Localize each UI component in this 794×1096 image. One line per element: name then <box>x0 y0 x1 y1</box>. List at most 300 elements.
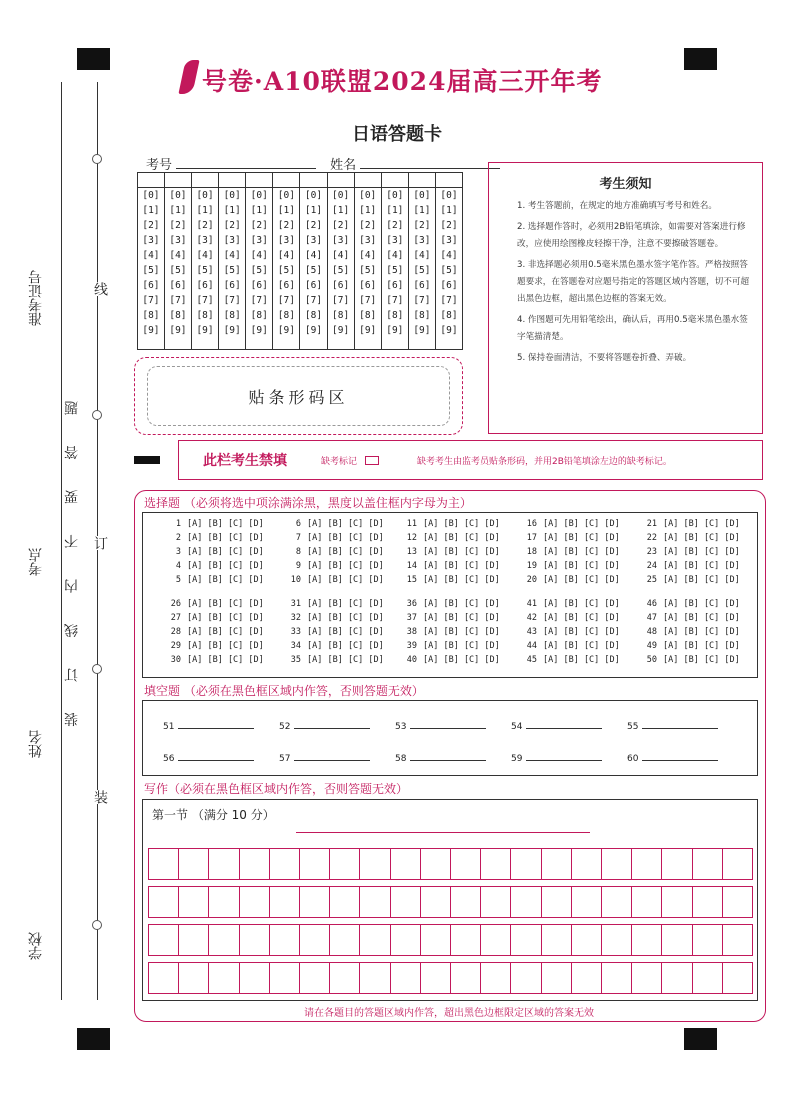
writing-grid-cell[interactable] <box>208 849 238 879</box>
choice-question[interactable] <box>283 641 384 651</box>
digit-bubble[interactable]: [3] <box>440 235 458 246</box>
digit-bubble[interactable]: [6] <box>250 280 268 291</box>
choice-question[interactable] <box>519 627 620 637</box>
digit-bubble[interactable]: [2] <box>413 220 431 231</box>
fill-answer-line[interactable] <box>526 719 602 729</box>
choice-question[interactable] <box>283 547 384 557</box>
choice-options[interactable]: [A] [B] [C] [D] <box>307 547 384 557</box>
digit-bubble[interactable]: [7] <box>413 295 431 306</box>
choice-options[interactable]: [A] [B] [C] [D] <box>663 641 740 651</box>
writing-grid-cell[interactable] <box>631 963 661 993</box>
writing-grid-cell[interactable] <box>571 849 601 879</box>
writing-grid-cell[interactable] <box>631 887 661 917</box>
writing-grid-cell[interactable] <box>269 963 299 993</box>
choice-question[interactable] <box>283 627 384 637</box>
choice-question[interactable] <box>283 655 384 665</box>
choice-question[interactable] <box>399 655 500 665</box>
digit-bubble[interactable]: [2] <box>359 220 377 231</box>
digit-bubble[interactable]: [5] <box>223 265 241 276</box>
choice-question[interactable] <box>519 575 620 585</box>
digit-bubble[interactable]: [4] <box>413 250 431 261</box>
digit-write-cell[interactable] <box>138 173 164 188</box>
choice-options[interactable]: [A] [B] [C] [D] <box>307 655 384 665</box>
digit-bubble[interactable]: [3] <box>386 235 404 246</box>
digit-bubble[interactable]: [2] <box>277 220 295 231</box>
choice-question[interactable] <box>639 519 740 529</box>
digit-bubble[interactable]: [1] <box>332 205 350 216</box>
writing-grid-cell[interactable] <box>208 925 238 955</box>
choice-question[interactable] <box>163 655 264 665</box>
digit-bubble[interactable]: [4] <box>386 250 404 261</box>
writing-grid-cell[interactable] <box>420 925 450 955</box>
writing-grid-cell[interactable] <box>239 963 269 993</box>
writing-grid-cell[interactable] <box>480 849 510 879</box>
writing-grid-cell[interactable] <box>692 849 722 879</box>
digit-bubble[interactable]: [4] <box>277 250 295 261</box>
choice-options[interactable]: [A] [B] [C] [D] <box>663 613 740 623</box>
digit-bubble[interactable]: [4] <box>142 250 160 261</box>
digit-bubble[interactable]: [2] <box>332 220 350 231</box>
choice-options[interactable]: [A] [B] [C] [D] <box>307 641 384 651</box>
digit-bubble[interactable]: [8] <box>332 310 350 321</box>
choice-options[interactable]: [A] [B] [C] [D] <box>307 575 384 585</box>
digit-bubble[interactable]: [7] <box>250 295 268 306</box>
writing-grid-cell[interactable] <box>510 925 540 955</box>
digit-bubble[interactable]: [5] <box>359 265 377 276</box>
writing-grid-cell[interactable] <box>239 849 269 879</box>
digit-write-cell[interactable] <box>381 173 408 188</box>
writing-grid-cell[interactable] <box>149 925 178 955</box>
choice-options[interactable]: [A] [B] [C] [D] <box>543 613 620 623</box>
writing-grid-cell[interactable] <box>571 887 601 917</box>
writing-grid-cell[interactable] <box>359 925 389 955</box>
choice-options[interactable]: [A] [B] [C] [D] <box>543 599 620 609</box>
choice-question[interactable] <box>163 547 264 557</box>
digit-bubble[interactable]: [1] <box>359 205 377 216</box>
fill-answer-line[interactable] <box>178 751 254 761</box>
writing-grid-cell[interactable] <box>420 849 450 879</box>
digit-bubble[interactable]: [5] <box>142 265 160 276</box>
digit-bubble[interactable]: [9] <box>250 325 268 336</box>
digit-bubble[interactable]: [8] <box>196 310 214 321</box>
choice-question[interactable] <box>519 599 620 609</box>
digit-bubble[interactable]: [7] <box>142 295 160 306</box>
choice-options[interactable]: [A] [B] [C] [D] <box>307 561 384 571</box>
writing-grid-cell[interactable] <box>359 963 389 993</box>
digit-bubble[interactable]: [6] <box>413 280 431 291</box>
choice-question[interactable] <box>163 613 264 623</box>
digit-bubble[interactable]: [0] <box>277 190 295 201</box>
digit-bubble[interactable]: [3] <box>196 235 214 246</box>
digit-bubble[interactable]: [5] <box>277 265 295 276</box>
fill-question[interactable] <box>395 719 486 732</box>
fill-answer-line[interactable] <box>178 719 254 729</box>
writing-grid-cell[interactable] <box>208 887 238 917</box>
digit-bubble[interactable]: [9] <box>440 325 458 336</box>
writing-grid-cell[interactable] <box>661 849 691 879</box>
writing-grid-cell[interactable] <box>480 887 510 917</box>
choice-question[interactable] <box>399 533 500 543</box>
digit-bubble[interactable]: [4] <box>250 250 268 261</box>
digit-bubble[interactable]: [8] <box>250 310 268 321</box>
writing-grid-cell[interactable] <box>450 963 480 993</box>
choice-options[interactable]: [A] [B] [C] [D] <box>423 599 500 609</box>
choice-question[interactable] <box>283 533 384 543</box>
writing-grid-cell[interactable] <box>178 887 208 917</box>
choice-options[interactable]: [A] [B] [C] [D] <box>663 655 740 665</box>
digit-bubble[interactable]: [8] <box>169 310 187 321</box>
choice-question[interactable] <box>163 575 264 585</box>
choice-options[interactable]: [A] [B] [C] [D] <box>307 627 384 637</box>
choice-question[interactable] <box>283 561 384 571</box>
digit-bubble[interactable]: [5] <box>304 265 323 276</box>
choice-options[interactable]: [A] [B] [C] [D] <box>307 519 384 529</box>
choice-options[interactable]: [A] [B] [C] [D] <box>543 519 620 529</box>
digit-bubble[interactable]: [3] <box>250 235 268 246</box>
choice-options[interactable]: [A] [B] [C] [D] <box>423 547 500 557</box>
fill-question[interactable] <box>163 751 254 764</box>
digit-bubble[interactable]: [3] <box>277 235 295 246</box>
digit-bubble[interactable]: [3] <box>169 235 187 246</box>
choice-question[interactable] <box>639 561 740 571</box>
writing-grid-cell[interactable] <box>239 925 269 955</box>
choice-options[interactable]: [A] [B] [C] [D] <box>663 599 740 609</box>
writing-grid-cell[interactable] <box>359 887 389 917</box>
choice-options[interactable]: [A] [B] [C] [D] <box>543 655 620 665</box>
writing-grid-cell[interactable] <box>178 925 208 955</box>
choice-options[interactable]: [A] [B] [C] [D] <box>187 627 264 637</box>
fill-question[interactable] <box>511 719 602 732</box>
digit-bubble[interactable]: [1] <box>223 205 241 216</box>
digit-bubble[interactable]: [5] <box>413 265 431 276</box>
writing-grid-cell[interactable] <box>541 849 571 879</box>
digit-write-cell[interactable] <box>327 173 354 188</box>
choice-options[interactable]: [A] [B] [C] [D] <box>187 519 264 529</box>
digit-bubble[interactable]: [3] <box>359 235 377 246</box>
writing-grid-cell[interactable] <box>329 925 359 955</box>
digit-write-cell[interactable] <box>273 173 300 188</box>
digit-bubble[interactable]: [2] <box>250 220 268 231</box>
writing-grid-cell[interactable] <box>631 925 661 955</box>
digit-bubble[interactable]: [7] <box>386 295 404 306</box>
writing-grid-cell[interactable] <box>299 887 329 917</box>
writing-grid-cell[interactable] <box>480 925 510 955</box>
digit-write-cell[interactable] <box>219 173 246 188</box>
digit-bubble[interactable]: [6] <box>304 280 323 291</box>
digit-bubble[interactable]: [1] <box>277 205 295 216</box>
digit-bubble[interactable]: [6] <box>223 280 241 291</box>
fill-question[interactable] <box>163 719 254 732</box>
writing-grid-cell[interactable] <box>359 849 389 879</box>
digit-bubble[interactable]: [0] <box>169 190 187 201</box>
choice-options[interactable]: [A] [B] [C] [D] <box>307 613 384 623</box>
digit-bubble[interactable]: [3] <box>304 235 323 246</box>
writing-grid-cell[interactable] <box>239 887 269 917</box>
writing-grid-cell[interactable] <box>269 849 299 879</box>
fill-answer-line[interactable] <box>294 751 370 761</box>
writing-grid-cell[interactable] <box>601 849 631 879</box>
choice-options[interactable]: [A] [B] [C] [D] <box>187 547 264 557</box>
digit-bubble[interactable]: [4] <box>304 250 323 261</box>
writing-grid-cell[interactable] <box>510 963 540 993</box>
digit-bubble[interactable]: [4] <box>169 250 187 261</box>
writing-grid-cell[interactable] <box>390 963 420 993</box>
choice-options[interactable]: [A] [B] [C] [D] <box>307 533 384 543</box>
digit-bubble[interactable]: [9] <box>223 325 241 336</box>
writing-grid-cell[interactable] <box>450 887 480 917</box>
writing-grid-cell[interactable] <box>722 887 752 917</box>
digit-bubble[interactable]: [6] <box>386 280 404 291</box>
choice-question[interactable] <box>519 655 620 665</box>
writing-grid-cell[interactable] <box>722 963 752 993</box>
digit-bubble[interactable]: [6] <box>277 280 295 291</box>
writing-grid-cell[interactable] <box>269 887 299 917</box>
digit-bubble[interactable]: [5] <box>196 265 214 276</box>
digit-bubble[interactable]: [8] <box>359 310 377 321</box>
writing-grid-cell[interactable] <box>631 849 661 879</box>
writing-grid-cell[interactable] <box>692 963 722 993</box>
choice-options[interactable]: [A] [B] [C] [D] <box>423 561 500 571</box>
choice-question[interactable] <box>399 627 500 637</box>
choice-question[interactable] <box>639 613 740 623</box>
digit-bubble[interactable]: [2] <box>386 220 404 231</box>
writing-grid-cell[interactable] <box>299 963 329 993</box>
writing-grid-cell[interactable] <box>480 963 510 993</box>
digit-bubble[interactable]: [9] <box>196 325 214 336</box>
choice-question[interactable] <box>519 613 620 623</box>
writing-grid-cell[interactable] <box>571 963 601 993</box>
exam-number-field[interactable] <box>176 156 316 169</box>
digit-write-cell[interactable] <box>164 173 191 188</box>
digit-bubble[interactable]: [1] <box>169 205 187 216</box>
fill-question[interactable] <box>279 719 370 732</box>
choice-question[interactable] <box>163 533 264 543</box>
digit-bubble[interactable]: [7] <box>277 295 295 306</box>
digit-bubble[interactable]: [8] <box>440 310 458 321</box>
choice-question[interactable] <box>399 613 500 623</box>
digit-bubble[interactable]: [1] <box>142 205 160 216</box>
choice-options[interactable]: [A] [B] [C] [D] <box>663 547 740 557</box>
writing-grid-cell[interactable] <box>329 849 359 879</box>
digit-bubble[interactable]: [3] <box>223 235 241 246</box>
digit-bubble[interactable]: [0] <box>440 190 458 201</box>
digit-bubble[interactable]: [6] <box>332 280 350 291</box>
fill-question[interactable] <box>395 751 486 764</box>
fill-answer-line[interactable] <box>410 719 486 729</box>
digit-bubble[interactable]: [8] <box>413 310 431 321</box>
choice-question[interactable] <box>399 547 500 557</box>
writing-grid-cell[interactable] <box>661 963 691 993</box>
choice-options[interactable]: [A] [B] [C] [D] <box>543 547 620 557</box>
choice-question[interactable] <box>163 641 264 651</box>
digit-bubble[interactable]: [0] <box>223 190 241 201</box>
digit-bubble[interactable]: [6] <box>359 280 377 291</box>
writing-grid-cell[interactable] <box>692 887 722 917</box>
digit-bubble[interactable]: [6] <box>169 280 187 291</box>
choice-question[interactable] <box>283 599 384 609</box>
choice-options[interactable]: [A] [B] [C] [D] <box>423 627 500 637</box>
digit-bubble[interactable]: [1] <box>440 205 458 216</box>
digit-bubble[interactable]: [9] <box>413 325 431 336</box>
choice-options[interactable]: [A] [B] [C] [D] <box>663 519 740 529</box>
choice-options[interactable]: [A] [B] [C] [D] <box>187 533 264 543</box>
choice-options[interactable]: [A] [B] [C] [D] <box>423 613 500 623</box>
writing-grid-cell[interactable] <box>722 849 752 879</box>
digit-write-cell[interactable] <box>354 173 381 188</box>
fill-question[interactable] <box>511 751 602 764</box>
digit-bubble[interactable]: [0] <box>332 190 350 201</box>
writing-grid-cell[interactable] <box>661 925 691 955</box>
fill-question[interactable] <box>279 751 370 764</box>
digit-write-cell[interactable] <box>435 173 462 188</box>
choice-options[interactable]: [A] [B] [C] [D] <box>423 575 500 585</box>
writing-grid-cell[interactable] <box>149 963 178 993</box>
writing-grid-cell[interactable] <box>390 925 420 955</box>
choice-question[interactable] <box>283 519 384 529</box>
fill-answer-line[interactable] <box>642 751 718 761</box>
digit-bubble[interactable]: [7] <box>440 295 458 306</box>
choice-question[interactable] <box>639 533 740 543</box>
digit-bubble[interactable]: [7] <box>223 295 241 306</box>
choice-question[interactable] <box>283 613 384 623</box>
digit-bubble[interactable]: [4] <box>223 250 241 261</box>
digit-bubble[interactable]: [6] <box>440 280 458 291</box>
digit-bubble[interactable]: [6] <box>196 280 214 291</box>
choice-options[interactable]: [A] [B] [C] [D] <box>423 641 500 651</box>
digit-bubble[interactable]: [0] <box>196 190 214 201</box>
writing-grid-cell[interactable] <box>692 925 722 955</box>
choice-options[interactable]: [A] [B] [C] [D] <box>543 561 620 571</box>
choice-question[interactable] <box>163 561 264 571</box>
name-field[interactable] <box>360 156 500 169</box>
choice-question[interactable] <box>639 575 740 585</box>
writing-grid-cell[interactable] <box>601 887 631 917</box>
digit-bubble[interactable]: [3] <box>413 235 431 246</box>
writing-grid-cell[interactable] <box>510 849 540 879</box>
choice-options[interactable]: [A] [B] [C] [D] <box>187 561 264 571</box>
digit-write-cell[interactable] <box>191 173 218 188</box>
writing-grid-cell[interactable] <box>178 849 208 879</box>
digit-bubble[interactable]: [6] <box>142 280 160 291</box>
digit-bubble[interactable]: [1] <box>304 205 323 216</box>
digit-bubble[interactable]: [0] <box>304 190 323 201</box>
digit-bubble[interactable]: [0] <box>142 190 160 201</box>
digit-bubble[interactable]: [0] <box>413 190 431 201</box>
digit-bubble[interactable]: [8] <box>223 310 241 321</box>
digit-write-cell[interactable] <box>300 173 327 188</box>
fill-answer-line[interactable] <box>410 751 486 761</box>
digit-bubble[interactable]: [2] <box>196 220 214 231</box>
digit-bubble[interactable]: [5] <box>332 265 350 276</box>
digit-bubble[interactable]: [4] <box>332 250 350 261</box>
digit-bubble[interactable]: [0] <box>250 190 268 201</box>
digit-bubble[interactable]: [2] <box>142 220 160 231</box>
digit-bubble[interactable]: [7] <box>359 295 377 306</box>
digit-bubble[interactable]: [5] <box>250 265 268 276</box>
digit-bubble[interactable]: [7] <box>332 295 350 306</box>
digit-bubble[interactable]: [2] <box>304 220 323 231</box>
writing-grid-cell[interactable] <box>269 925 299 955</box>
absent-mark-box[interactable] <box>365 456 379 465</box>
digit-bubble[interactable]: [1] <box>413 205 431 216</box>
choice-question[interactable] <box>519 547 620 557</box>
choice-options[interactable]: [A] [B] [C] [D] <box>187 575 264 585</box>
writing-grid-cell[interactable] <box>208 963 238 993</box>
choice-question[interactable] <box>283 575 384 585</box>
choice-options[interactable]: [A] [B] [C] [D] <box>543 627 620 637</box>
writing-grid-cell[interactable] <box>299 849 329 879</box>
choice-question[interactable] <box>519 519 620 529</box>
fill-question[interactable] <box>627 719 718 732</box>
choice-options[interactable]: [A] [B] [C] [D] <box>663 575 740 585</box>
writing-grid-cell[interactable] <box>149 887 178 917</box>
choice-question[interactable] <box>639 547 740 557</box>
choice-options[interactable]: [A] [B] [C] [D] <box>423 533 500 543</box>
choice-options[interactable]: [A] [B] [C] [D] <box>187 599 264 609</box>
digit-bubble[interactable]: [4] <box>359 250 377 261</box>
digit-bubble[interactable]: [1] <box>196 205 214 216</box>
writing-grid-cell[interactable] <box>149 849 178 879</box>
choice-options[interactable]: [A] [B] [C] [D] <box>423 519 500 529</box>
writing-grid-cell[interactable] <box>510 887 540 917</box>
digit-bubble[interactable]: [8] <box>304 310 323 321</box>
choice-options[interactable]: [A] [B] [C] [D] <box>663 533 740 543</box>
choice-question[interactable] <box>639 641 740 651</box>
digit-write-cell[interactable] <box>408 173 435 188</box>
choice-options[interactable]: [A] [B] [C] [D] <box>663 561 740 571</box>
fill-question[interactable] <box>627 751 718 764</box>
choice-question[interactable] <box>639 627 740 637</box>
digit-bubble[interactable]: [1] <box>250 205 268 216</box>
digit-bubble[interactable]: [8] <box>386 310 404 321</box>
writing-grid-cell[interactable] <box>329 887 359 917</box>
choice-question[interactable] <box>163 627 264 637</box>
fill-answer-line[interactable] <box>294 719 370 729</box>
choice-question[interactable] <box>519 641 620 651</box>
digit-bubble[interactable]: [5] <box>169 265 187 276</box>
writing-grid-cell[interactable] <box>420 887 450 917</box>
choice-options[interactable]: [A] [B] [C] [D] <box>423 655 500 665</box>
writing-grid-cell[interactable] <box>601 963 631 993</box>
digit-bubble[interactable]: [2] <box>440 220 458 231</box>
digit-bubble[interactable]: [5] <box>440 265 458 276</box>
writing-grid-cell[interactable] <box>601 925 631 955</box>
choice-question[interactable] <box>639 655 740 665</box>
digit-bubble[interactable]: [9] <box>359 325 377 336</box>
digit-bubble[interactable]: [2] <box>169 220 187 231</box>
writing-grid-cell[interactable] <box>450 925 480 955</box>
writing-grid-cell[interactable] <box>178 963 208 993</box>
choice-options[interactable]: [A] [B] [C] [D] <box>663 627 740 637</box>
writing-grid-cell[interactable] <box>541 925 571 955</box>
digit-bubble[interactable]: [7] <box>196 295 214 306</box>
fill-answer-line[interactable] <box>526 751 602 761</box>
choice-question[interactable] <box>519 533 620 543</box>
writing-grid-cell[interactable] <box>571 925 601 955</box>
digit-bubble[interactable]: [5] <box>386 265 404 276</box>
writing-grid-cell[interactable] <box>541 963 571 993</box>
choice-options[interactable]: [A] [B] [C] [D] <box>543 575 620 585</box>
digit-bubble[interactable]: [9] <box>142 325 160 336</box>
choice-options[interactable]: [A] [B] [C] [D] <box>543 641 620 651</box>
digit-bubble[interactable]: [1] <box>386 205 404 216</box>
choice-question[interactable] <box>163 599 264 609</box>
digit-bubble[interactable]: [3] <box>142 235 160 246</box>
choice-question[interactable] <box>639 599 740 609</box>
choice-question[interactable] <box>399 575 500 585</box>
digit-bubble[interactable]: [8] <box>277 310 295 321</box>
digit-bubble[interactable]: [8] <box>142 310 160 321</box>
